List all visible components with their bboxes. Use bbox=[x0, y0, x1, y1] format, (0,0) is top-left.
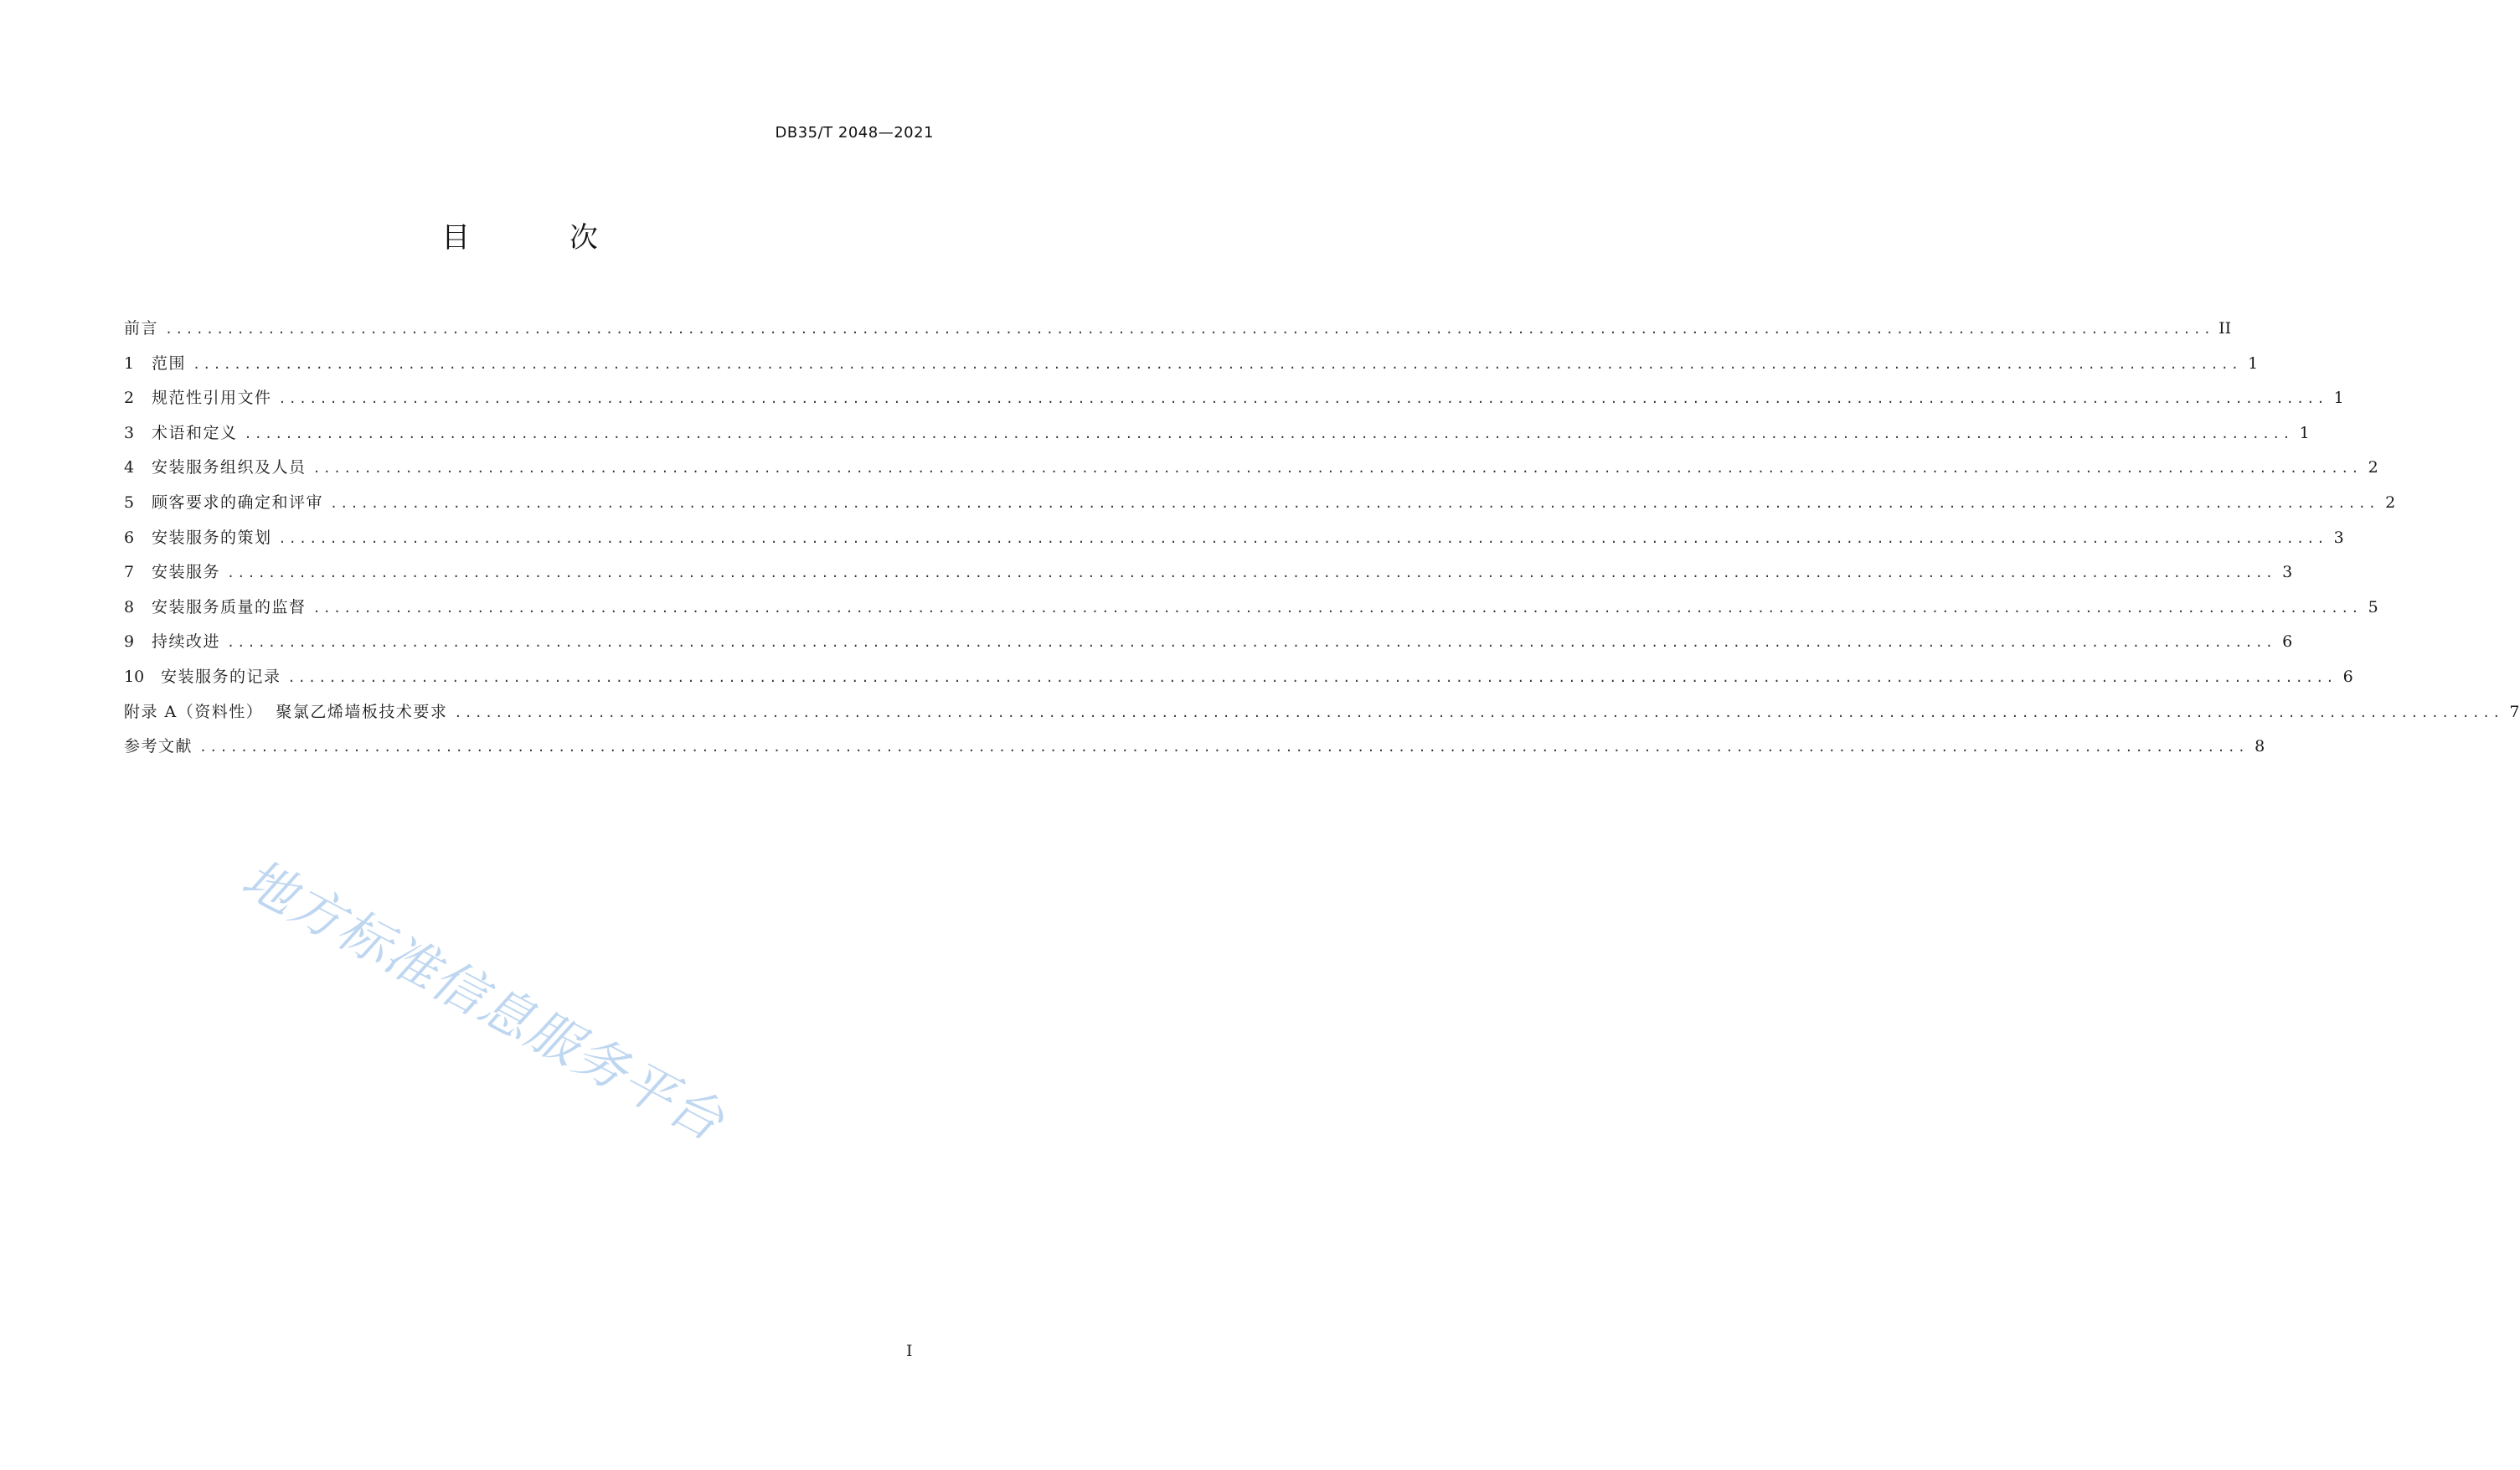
toc-entry-label: 术语和定义 bbox=[152, 423, 238, 442]
document-code: DB35/T 2048—2021 bbox=[775, 124, 934, 142]
toc-entry-page: 2 bbox=[2385, 493, 2396, 512]
toc-entry-label: 范围 bbox=[152, 353, 187, 373]
toc-entry-page: 3 bbox=[2333, 528, 2344, 547]
toc-entry-label: 安装服务的记录 bbox=[161, 667, 281, 686]
toc-entry-scope[interactable] bbox=[124, 347, 2259, 382]
toc-leader-dots: ........................................................................................................................................................................................................ bbox=[278, 530, 2327, 546]
toc-entry-page: 6 bbox=[2342, 667, 2353, 686]
toc-leader-dots: ........................................................................................................................................................................................................ bbox=[227, 565, 2276, 581]
toc-entry-page: 6 bbox=[2282, 632, 2293, 652]
toc-entry-terms-definitions[interactable] bbox=[124, 416, 2310, 451]
toc-entry-number: 4 bbox=[124, 458, 135, 477]
toc-entry-page: 3 bbox=[2282, 563, 2293, 582]
toc-leader-dots: ........................................................................................................................................................................................................ bbox=[312, 600, 2362, 616]
toc-entry-number: 5 bbox=[124, 493, 135, 512]
toc-entry-page: 8 bbox=[2255, 737, 2265, 756]
toc-entry-label: 持续改进 bbox=[152, 632, 221, 652]
toc-entry-page: 1 bbox=[2333, 389, 2344, 408]
toc-leader-dots: ........................................................................................................................................................................................................ bbox=[287, 669, 2337, 685]
toc-entry-page: 2 bbox=[2368, 458, 2378, 477]
toc-entry-service-records[interactable] bbox=[124, 660, 2353, 695]
toc-entry-label: 顾客要求的确定和评审 bbox=[152, 493, 324, 512]
toc-entry-label: 附录 A（资料性） 聚氯乙烯墙板技术要求 bbox=[124, 702, 448, 721]
toc-entry-label: 安装服务组织及人员 bbox=[152, 458, 307, 477]
toc-entry-service-planning[interactable] bbox=[124, 521, 2344, 556]
toc-leader-dots: ........................................................................................................................................................................................................ bbox=[165, 322, 2214, 337]
toc-leader-dots: ........................................................................................................................................................................................................ bbox=[244, 426, 2293, 441]
table-of-contents bbox=[124, 312, 2520, 765]
page-number: I bbox=[906, 1342, 913, 1360]
toc-leader-dots: ........................................................................................................................................................................................................ bbox=[193, 356, 2242, 372]
toc-leader-dots: ........................................................................................................................................................................................................ bbox=[454, 704, 2503, 720]
toc-entry-label: 安装服务 bbox=[152, 563, 221, 582]
toc-entry-label: 规范性引用文件 bbox=[152, 389, 272, 408]
toc-entry-number: 1 bbox=[124, 353, 135, 373]
toc-entry-appendix-a[interactable] bbox=[124, 695, 2520, 730]
toc-entry-foreword[interactable] bbox=[124, 312, 2232, 347]
toc-entry-number: 10 bbox=[124, 667, 145, 686]
toc-leader-dots: ........................................................................................................................................................................................................ bbox=[330, 495, 2379, 511]
toc-leader-dots: ........................................................................................................................................................................................................ bbox=[278, 391, 2327, 407]
toc-entry-label: 前言 bbox=[124, 319, 159, 338]
toc-entry-continuous-improvement[interactable] bbox=[124, 625, 2293, 660]
toc-entry-page: 7 bbox=[2509, 702, 2520, 721]
page-title: 目 次 bbox=[441, 221, 643, 255]
toc-entry-label: 安装服务的策划 bbox=[152, 528, 272, 547]
toc-entry-page: II bbox=[2219, 319, 2232, 338]
toc-entry-installation-service[interactable] bbox=[124, 555, 2293, 591]
toc-entry-label: 安装服务质量的监督 bbox=[152, 597, 307, 616]
watermark: 地方标准信息服务平台 bbox=[232, 847, 734, 1153]
toc-entry-bibliography[interactable] bbox=[124, 730, 2265, 765]
toc-entry-number: 2 bbox=[124, 389, 135, 408]
toc-entry-number: 9 bbox=[124, 632, 135, 652]
toc-entry-number: 6 bbox=[124, 528, 135, 547]
toc-entry-quality-supervision[interactable] bbox=[124, 591, 2378, 626]
toc-entry-normative-references[interactable] bbox=[124, 381, 2344, 416]
toc-leader-dots: ........................................................................................................................................................................................................ bbox=[199, 740, 2249, 756]
toc-entry-page: 5 bbox=[2368, 597, 2378, 616]
toc-entry-number: 7 bbox=[124, 563, 135, 582]
toc-leader-dots: ........................................................................................................................................................................................................ bbox=[227, 635, 2276, 651]
toc-entry-organization-personnel[interactable] bbox=[124, 451, 2378, 486]
toc-entry-page: 1 bbox=[2299, 423, 2310, 442]
toc-entry-number: 8 bbox=[124, 597, 135, 616]
toc-entry-page: 1 bbox=[2248, 353, 2259, 373]
toc-entry-customer-requirements[interactable] bbox=[124, 486, 2396, 521]
toc-entry-number: 3 bbox=[124, 423, 135, 442]
toc-entry-label: 参考文献 bbox=[124, 737, 193, 756]
toc-leader-dots: ........................................................................................................................................................................................................ bbox=[312, 461, 2362, 477]
